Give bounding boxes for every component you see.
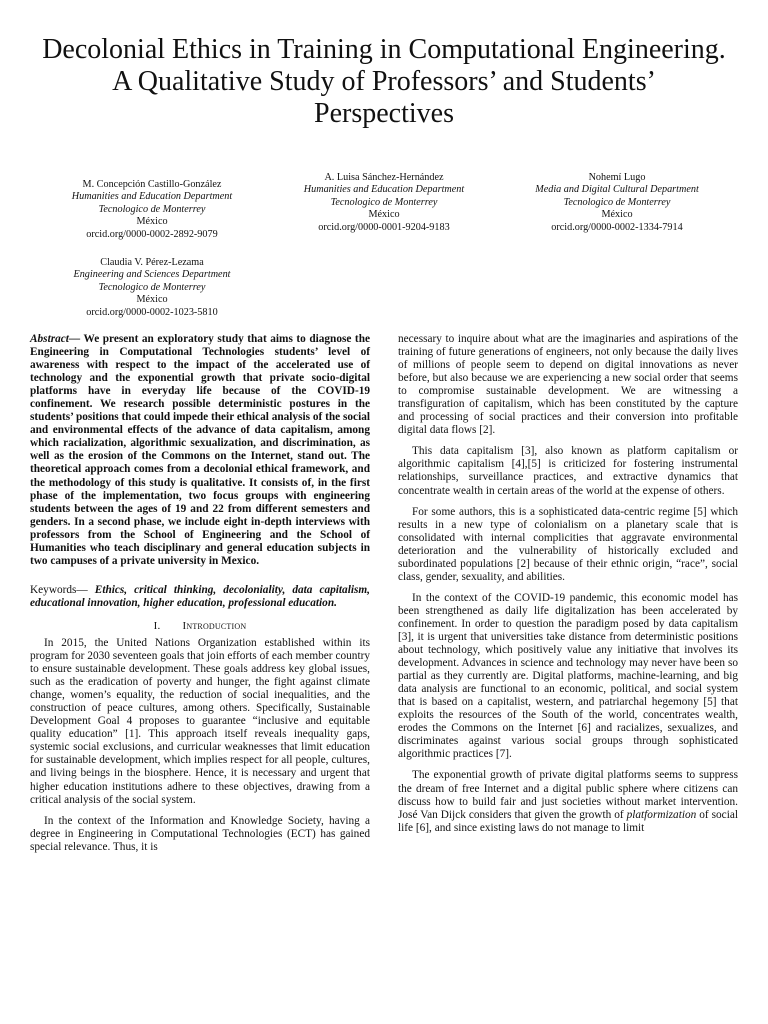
author-orcid[interactable]: orcid.org/0000-0002-1023-5810: [86, 306, 218, 318]
author-orcid[interactable]: orcid.org/0000-0002-2892-9079: [86, 228, 218, 240]
keywords-label: Keywords—: [30, 583, 88, 596]
body-paragraph: For some authors, this is a sophisticated data-centric regime [5] which results in a new type of colonialism on a planetary scale that is consolidated with internal complicities that aggravate environmental deterioration and the vulnerability of historically excluded and subordinated populations [2] because of their ethnic origin, “race”, social class, gender, sexuality, and abilities.: [398, 505, 738, 583]
body-paragraph: In the context of the COVID-19 pandemic, this economic model has been strengthened as daily life digitalization has been accelerated by confinement. In order to question the paradigm posed by data capitalism [3], it is urgent that universities take distance from deterministic positions about technology, which positively value any initiative that involves its development. Advances in science and technology may never have been so partial as they currently are. Digital platforms, machine-learning, and big data analysis are functional to an economic, political, and social system that is based on a capitalist, western, and patriarchal hegemony [5] that exploits the resources of the South of the world, concentrates wealth, erodes the Commons on the Internet [6] and racializes, sexualizes, and discriminates against various social groups through sophisticated algorithmic practices [7].: [398, 591, 738, 761]
author-block: [264, 172, 504, 234]
author-block: [497, 172, 737, 234]
left-column: [30, 333, 370, 862]
author-institution: Tecnologico de Monterrey: [98, 281, 206, 293]
section-number: I.: [153, 619, 161, 632]
author-department: Media and Digital Cultural Department: [535, 184, 699, 196]
author-block: [32, 257, 272, 319]
keywords-text: Ethics, critical thinking, decoloniality, data capitalism, educational innovation, higher education, professional education.: [30, 583, 370, 609]
abstract-text: We present an exploratory study that aims to diagnose the Engineering in Computational Technologies students’ level of awareness with respect to the impact of the accelerated use of technology and the exponential growth that private socio-digital platforms have in everyday life because of the COVID-19 confinement. We research possible deterministic postures in the students’ positions that could impede their ethical analysis of the social and environmental effects of the advance of data capitalism, among which racialization, algorithmic sexualization, and discrimination, as well as the erosion of the Commons on the Internet, stand out. The theoretical approach comes from a decolonial ethical framework, and the methodology of this study is qualitative. It consists of, in the first phase of the implementation, two focus groups with engineering students between the ages of 19 and 22 from different semesters and genders. In a second phase, we include eight in-depth interviews with professors from the School of Engineering and the School of Humanities who teach disciplinary and general education subjects in two campuses of a private university in Mexico.: [30, 333, 370, 567]
section-heading: [30, 620, 370, 633]
abstract: [30, 333, 370, 568]
body-paragraph: necessary to inquire about what are the imaginaries and aspirations of the training of future generations of engineers, not only because the daily lives of millions of people seem to depend on digital innovations as never before, but also because we are experiencing a new social order that seems to compromise sustainable development. We are witnessing a transfiguration of capitalism, which has been constituted by the capture and processing of social practices and their conversion into profitable digital data flows [2].: [398, 333, 738, 437]
right-column: [398, 333, 738, 843]
author-name: M. Concepción Castillo-González: [82, 179, 222, 190]
author-country: México: [136, 294, 168, 306]
author-orcid[interactable]: orcid.org/0000-0001-9204-9183: [318, 221, 450, 233]
author-institution: Tecnologico de Monterrey: [563, 196, 671, 208]
author-country: México: [601, 209, 633, 221]
author-institution: Tecnologico de Monterrey: [330, 196, 438, 208]
author-block: [32, 179, 272, 241]
paragraph-text: The exponential growth of private digital platforms seems to suppress the dream of free Internet and a digital public sphere where citizens can discuss how to build fair and just societies without market intervention. José Van Dijck considers that given the growth of: [398, 769, 738, 821]
section-title-rest: ntroduction: [186, 619, 247, 632]
author-orcid[interactable]: orcid.org/0000-0002-1334-7914: [551, 221, 683, 233]
author-country: México: [136, 216, 168, 228]
author-department: Humanities and Education Department: [71, 191, 233, 203]
paper-title: Decolonial Ethics in Training in Computational Engineering. A Qualitative Study of Professors’ and Students’ Perspectives: [42, 34, 726, 129]
body-paragraph: This data capitalism [3], also known as platform capitalism or algorithmic capitalism [4],[5] is criticized for fostering instrumental relationships, surveillance practices, and extractive dynamics that concentrate wealth in certain areas of the world at the expense of others.: [398, 445, 738, 497]
author-country: México: [368, 209, 400, 221]
author-institution: Tecnologico de Monterrey: [98, 203, 206, 215]
author-name: A. Luisa Sánchez-Hernández: [324, 172, 444, 183]
keywords: [30, 584, 370, 610]
author-department: Humanities and Education Department: [303, 184, 465, 196]
body-paragraph: [398, 769, 738, 834]
author-name: Nohemí Lugo: [588, 172, 646, 183]
section-title-initial: I: [182, 619, 187, 632]
body-paragraph: In 2015, the United Nations Organization established within its program for 2030 seventeen goals that join efforts of each member country to ensure sustainable development. These goals address key global issues, such as the eradication of poverty and hunger, the fight against climate change, women’s equality, the reduction of social inequalities, and the construction of peace cultures, among others. Specifically, Sustainable Development Goal 4 proposes to guarantee “inclusive and equitable quality education” [1]. This approach itself reveals inequality gaps, systemic social exclusions, and curricular weaknesses that limit education for sustainable development, which implies respect for all people, cultures, and living beings in the biosphere. Hence, it is necessary and urgent that higher education institutions adhere to these objectives, drawing from a critical analysis of the social system.: [30, 636, 370, 806]
emphasis-term: platformization: [626, 808, 697, 821]
paragraph-text: of social life [6], and since existing laws do not manage to limit: [398, 808, 738, 834]
author-name: Claudia V. Pérez-Lezama: [100, 257, 204, 268]
author-department: Engineering and Sciences Department: [73, 269, 231, 281]
abstract-label: Abstract—: [30, 333, 81, 345]
body-paragraph: In the context of the Information and Knowledge Society, having a degree in Engineering in Computational Technologies (ECT) has gained special relevance. Thus, it is: [30, 814, 370, 853]
